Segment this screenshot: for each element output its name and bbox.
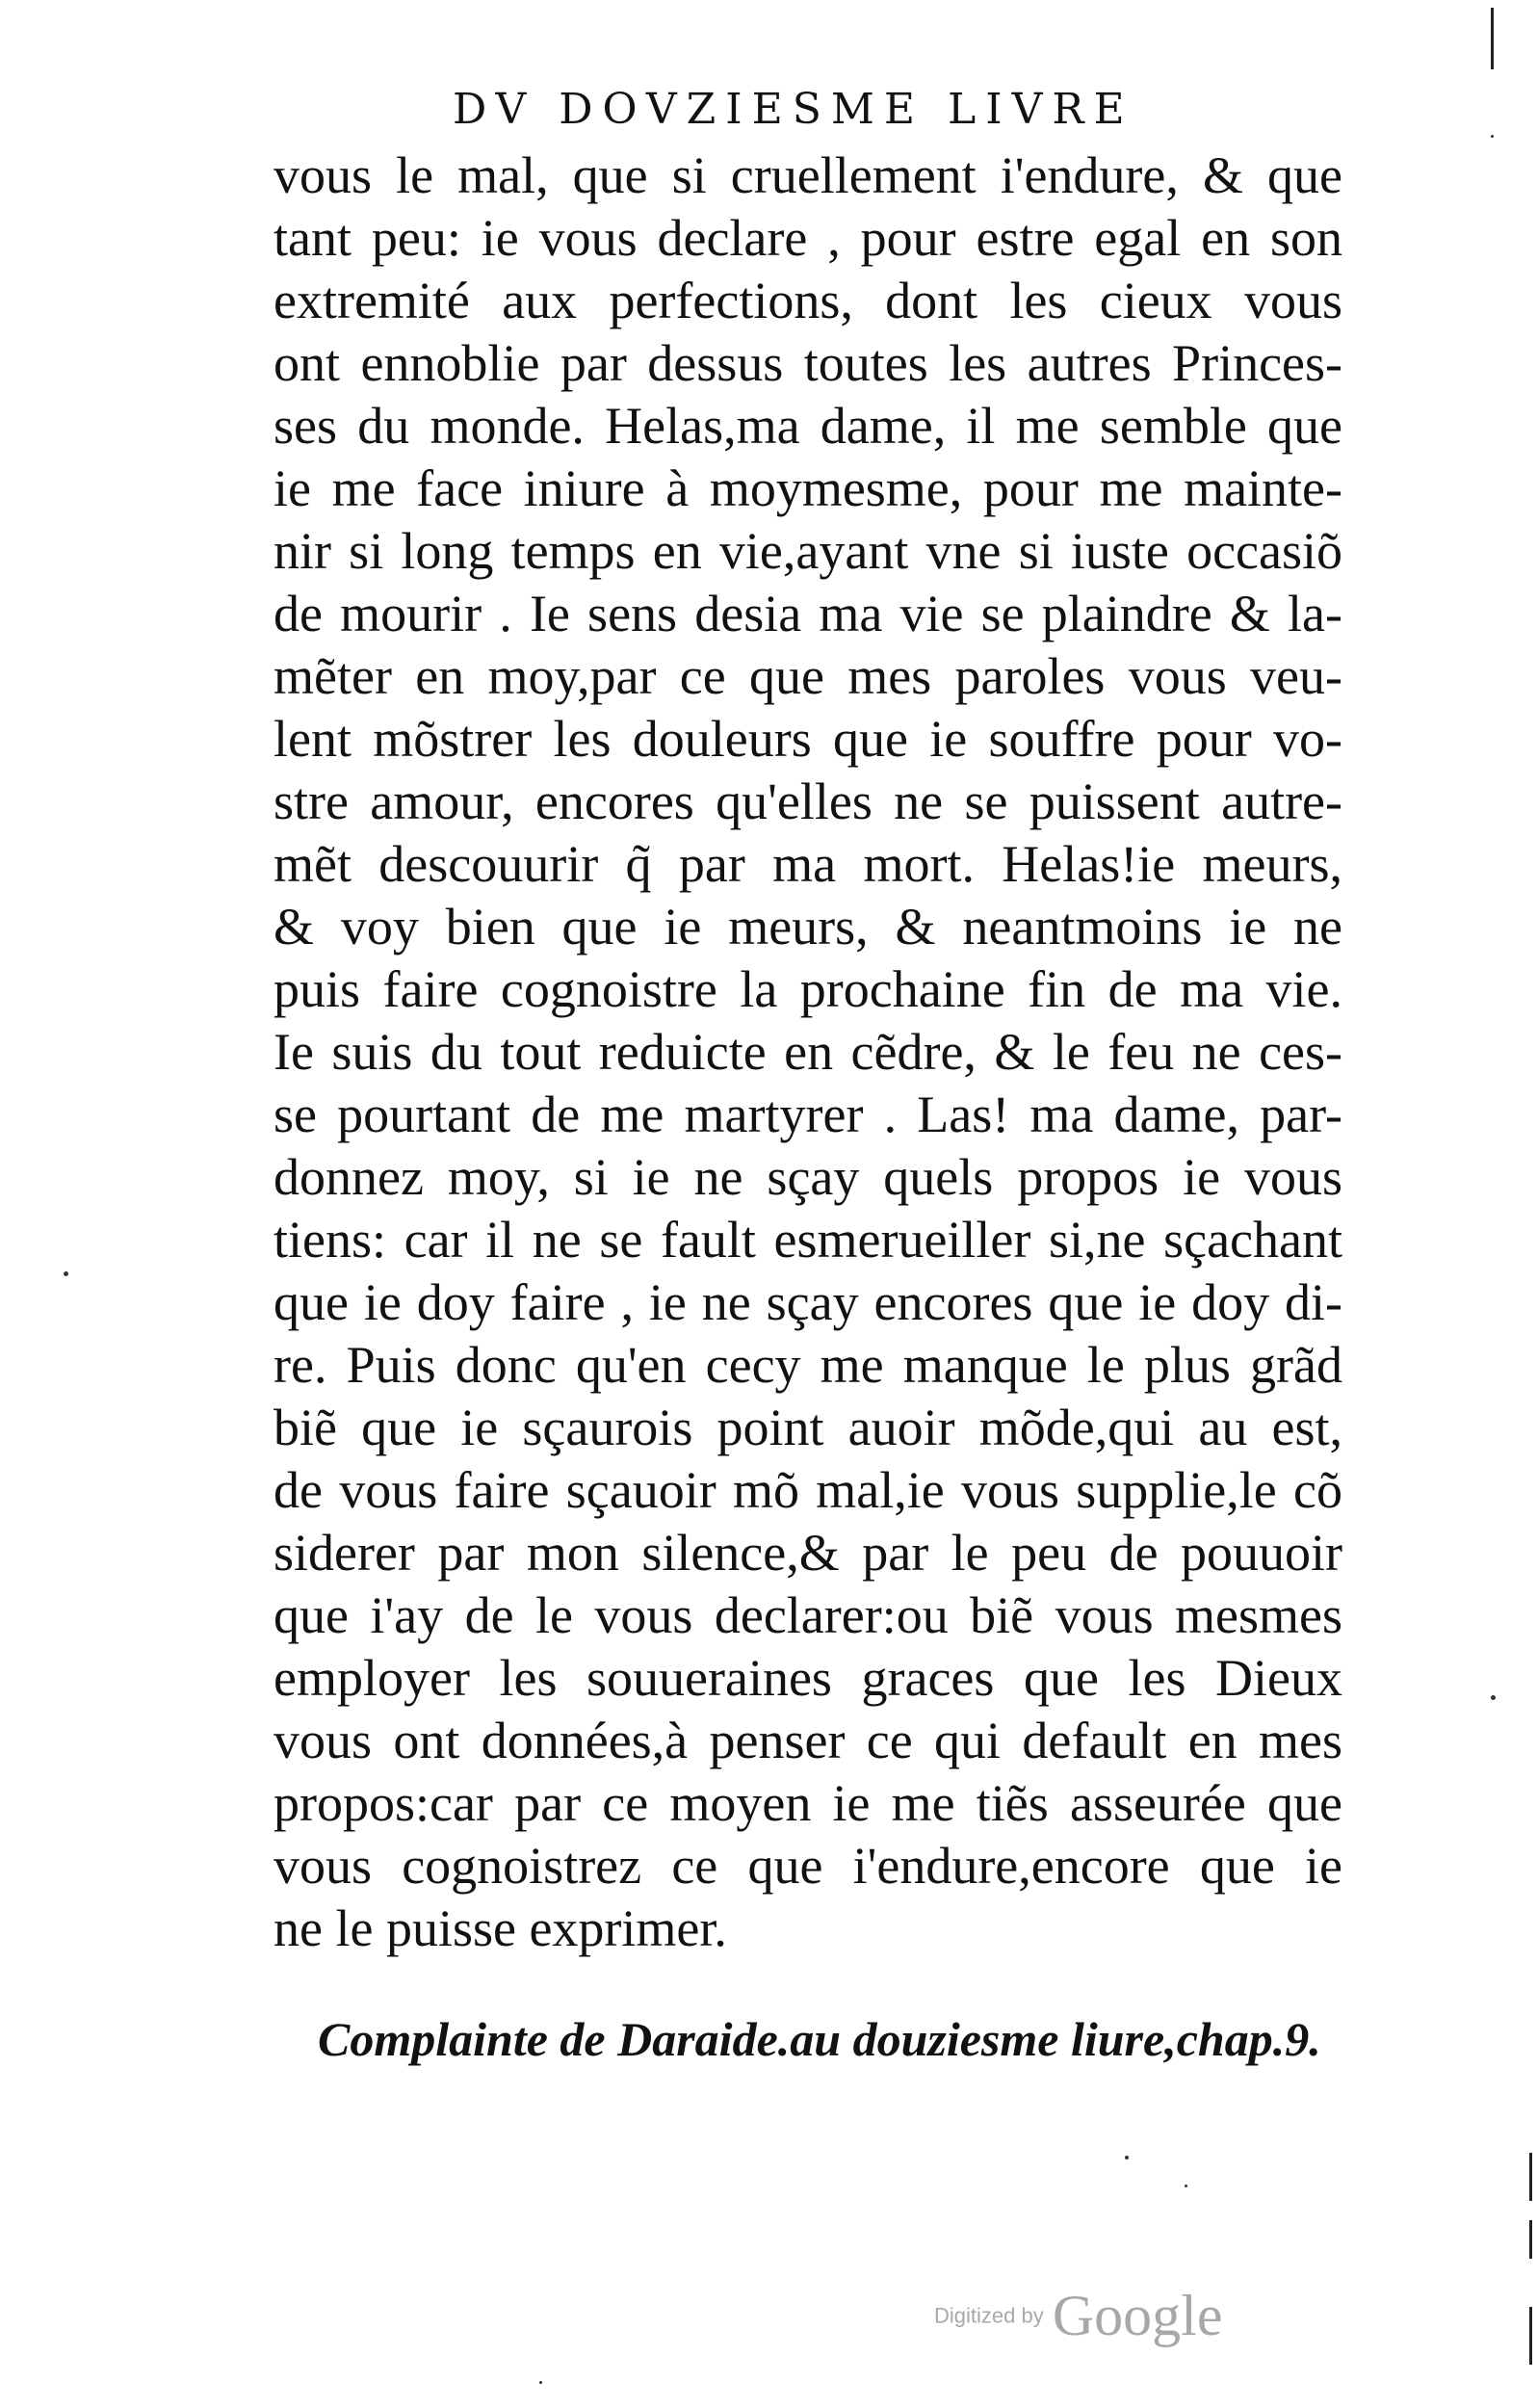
text-line: tiens: car il ne se fault esmerueiller si,ne sçachant [274,1211,1342,1269]
text-line: donnez moy, si ie ne sçay quels propos ie vous [274,1148,1342,1206]
text-line: de mourir . Ie sens desia ma vie se plaindre & la- [274,585,1342,642]
text-line: mẽter en moy,par ce que mes paroles vous veu- [274,647,1342,705]
text-line: vous ont données,à penser ce qui default en mes [274,1712,1342,1769]
text-line: vous le mal, que si cruellement i'endure, & que [274,146,1342,204]
text-line: ont ennoblie par dessus toutes les autres Princes- [274,334,1342,392]
text-line: & voy bien que ie meurs, & neantmoins ie ne [274,898,1342,955]
text-line: de vous faire sçauoir mõ mal,ie vous supplie,le cõ [274,1461,1342,1519]
text-line: puis faire cognoistre la prochaine fin de ma vie. [274,960,1342,1018]
text-line: propos:car par ce moyen ie me tiẽs asseurée que [274,1774,1342,1832]
text-line: vous cognoistrez ce que i'endure,encore que ie [274,1837,1342,1895]
body-text [274,144,1342,1960]
text-line: que i'ay de le vous declarer:ou biẽ vous mesmes [274,1586,1342,1644]
text-line: se pourtant de me martyrer . Las! ma dame, par- [274,1086,1342,1143]
watermark [934,2283,1222,2349]
text-line: tant peu: ie vous declare , pour estre egal en son [274,209,1342,267]
text-line: extremité aux perfections, dont les cieux vous [274,272,1342,329]
text-line: biẽ que ie sçaurois point auoir mõde,qui au est, [274,1399,1342,1456]
ink-speck [64,1271,68,1276]
google-logo: Google [1052,2284,1223,2347]
scan-edge-mark-bottom-3 [1529,2307,1532,2365]
running-head: DV DOVZIESME LIVRE [453,85,1134,134]
text-line: ie me face iniure à moymesme, pour me mainte- [274,459,1342,517]
caption: Complainte de Daraide.au douziesme liure,chap.9. [318,2012,1321,2066]
text-line: ne le puisse exprimer. [274,1899,727,1957]
ink-speck [1125,2156,1129,2159]
text-line: employer les souueraines graces que les Dieux [274,1649,1342,1707]
scan-edge-mark-bottom-2 [1529,2220,1532,2259]
text-line: ses du monde. Helas,ma dame, il me semble que [274,397,1342,455]
ink-speck [539,2381,542,2384]
text-line: Ie suis du tout reduicte en cẽdre, & le feu ne ces- [274,1023,1342,1081]
text-line: lent mõstrer les douleurs que ie souffre pour vo- [274,710,1342,768]
watermark-prefix: Digitized by [934,2303,1044,2328]
text-line: mẽt descouurir q̃ par ma mort. Helas!ie meurs, [274,835,1342,893]
text-line: stre amour, encores qu'elles ne se puissent autre- [274,772,1342,830]
ink-speck [1491,135,1494,138]
text-line: nir si long temps en vie,ayant vne si iuste occasiõ [274,522,1342,580]
text-line: que ie doy faire , ie ne sçay encores que ie doy di- [274,1273,1342,1331]
scan-edge-mark-bottom-1 [1529,2153,1532,2201]
ink-speck [1491,1695,1496,1700]
text-line: re. Puis donc qu'en cecy me manque le plus grãd [274,1336,1342,1394]
text-line: siderer par mon silence,& par le peu de pouuoir [274,1524,1342,1582]
scan-edge-mark-top [1491,8,1494,69]
ink-speck [1185,2185,1187,2187]
